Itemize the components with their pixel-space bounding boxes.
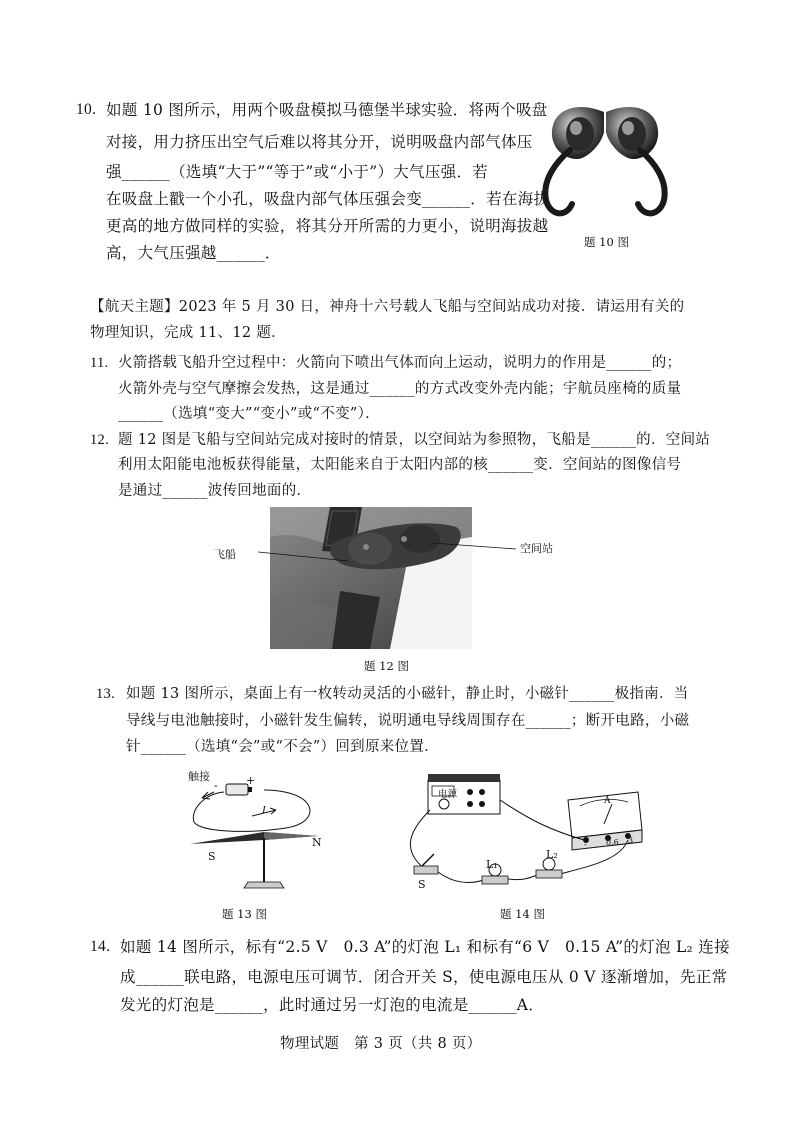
theme-line-2: 物理知识，完成 11、12 题．: [90, 325, 286, 341]
q10-number: 10.: [76, 101, 97, 118]
figure-12-label-ship: 飞船: [214, 548, 236, 561]
q10-line-2: 对接，用力挤压出空气后难以将其分开，说明吸盘内部气体压: [106, 133, 533, 151]
figure-12-label-station: 空间站: [520, 542, 553, 555]
figure-12-caption: 题 12 图: [364, 659, 409, 673]
figure-14-label-l1: L₁: [486, 858, 498, 871]
q10-line-3: 强______（选填“大于”“等于”或“小于”）大气压强．若: [106, 163, 489, 181]
figure-13-label-s: S: [208, 850, 216, 863]
figure-13-caption: 题 13 图: [222, 907, 267, 921]
q14-line-3: 发光的灯泡是______，此时通过另一灯泡的电流是______A．: [120, 996, 545, 1014]
q10-line-1: 如题 10 图所示，用两个吸盘模拟马德堡半球实验．将两个吸盘: [106, 101, 548, 119]
figure-14-label-ammeter: A: [604, 796, 611, 806]
figure-12-docking-photo: [270, 507, 472, 649]
figure-14-label-switch: S: [418, 878, 426, 891]
figure-13-oersted-experiment: [186, 770, 336, 900]
figure-14-caption: 题 14 图: [500, 907, 545, 921]
q10-line-6: 高，大气压强越______．: [106, 244, 281, 262]
figure-13-label-current: I: [262, 804, 266, 816]
q12-line-1: 题 12 图是飞船与空间站完成对接时的情景，以空间站为参照物，飞船是______的．空间站: [118, 432, 711, 448]
theme-line-1: 【航天主题】2023 年 5 月 30 日，神舟十六号载人飞船与空间站成功对接．请运用有关的: [90, 299, 685, 315]
figure-13-label-minus: -: [214, 779, 218, 792]
q14-number: 14.: [90, 938, 111, 955]
figure-13-label-plus: +: [246, 774, 256, 787]
figure-10-suction-cups: [536, 92, 676, 228]
figure-14-label-l2: L₂: [546, 848, 558, 861]
figure-13-label-n: N: [312, 836, 322, 849]
q10-line-4: 在吸盘上戳一个小孔，吸盘内部气体压强会变______．若在海拔: [106, 190, 550, 208]
q12-line-2: 利用太阳能电池板获得能量，太阳能来自于太阳内部的核______变．空间站的图像信号: [118, 457, 682, 473]
figure-14-terminal-0-6: 0.6: [606, 838, 619, 847]
figure-14-terminal-3: 3: [628, 836, 634, 845]
q12-line-3: 是通过______波传回地面的．: [118, 483, 312, 499]
q11-line-2: 火箭外壳与空气摩擦会发热，这是通过______的方式改变外壳内能；宇航员座椅的质量: [118, 381, 682, 397]
q11-line-3: ______（选填“变大”“变小”或“不变”）．: [118, 406, 380, 422]
q11-line-1: 火箭搭载飞船升空过程中：火箭向下喷出气体而向上运动，说明力的作用是______的；: [118, 355, 682, 371]
q14-line-1: 如题 14 图所示，标有“2.5 V 0.3 A”的灯泡 L₁ 和标有“6 V 0.15 A”的灯泡 L₂ 连接: [120, 938, 730, 956]
q14-line-2: 成______联电路，电源电压可调节．闭合开关 S，使电源电压从 0 V 逐渐增加，先正常: [120, 968, 728, 986]
figure-14-terminal-minus: -: [584, 840, 587, 849]
figure-12-leader-lines: [240, 535, 520, 565]
q11-number: 11.: [90, 355, 109, 371]
q13-line-3: 针______（选填“会”或“不会”）回到原来位置．: [126, 739, 439, 755]
figure-10-caption: 题 10 图: [584, 235, 629, 249]
q13-number: 13.: [96, 686, 116, 702]
figure-14-label-power: 电源: [438, 789, 458, 800]
q10-line-5: 更高的地方做同样的实验，将其分开所需的力更小，说明海拔越: [106, 217, 549, 235]
figure-13-label-touch: 触接: [188, 770, 210, 783]
q12-number: 12.: [90, 432, 110, 448]
page-footer: 物理试题 第 3 页（共 8 页）: [280, 1036, 482, 1052]
q13-line-2: 导线与电池触接时，小磁针发生偏转，说明通电导线周围存在______；断开电路，小磁: [126, 713, 690, 729]
q13-line-1: 如题 13 图所示，桌面上有一枚转动灵活的小磁针，静止时，小磁针______极指南．当: [126, 686, 689, 702]
